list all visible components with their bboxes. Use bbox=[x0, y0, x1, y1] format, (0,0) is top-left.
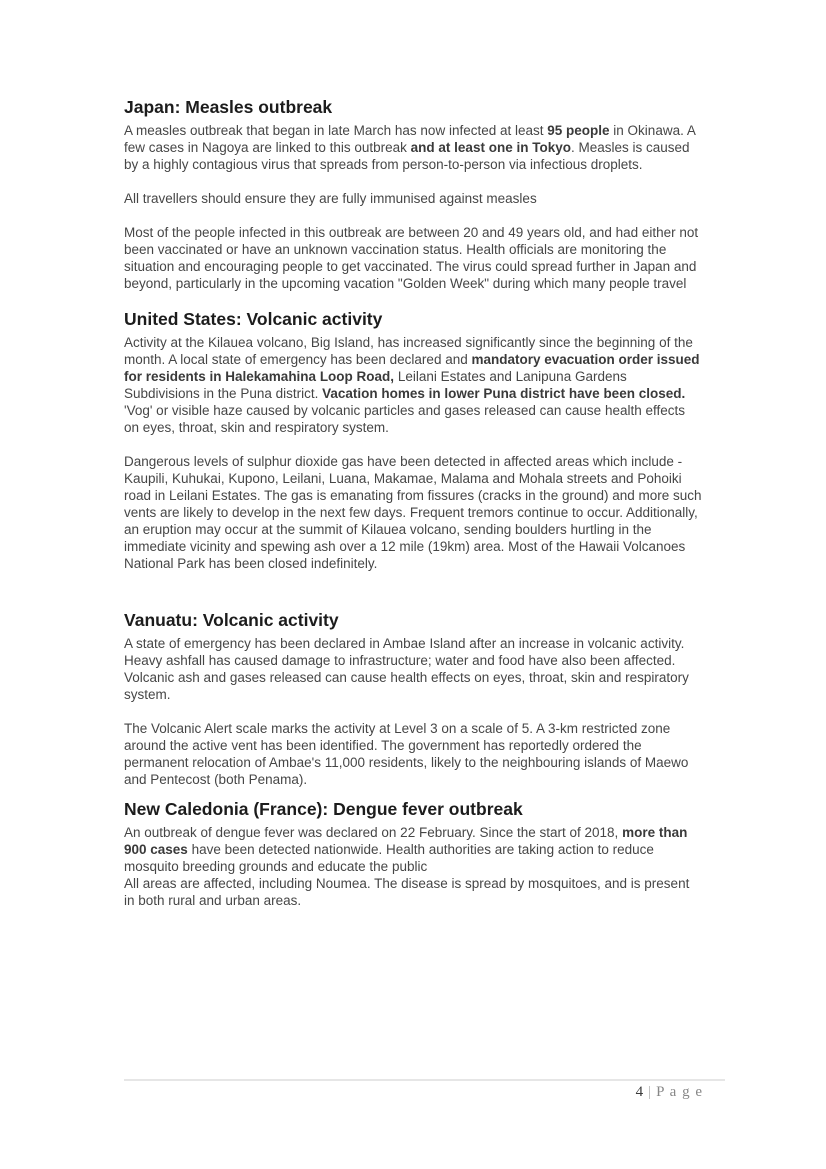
section-heading-vanuatu-volcanic: Vanuatu: Volcanic activity bbox=[124, 610, 339, 630]
paragraph: An outbreak of dengue fever was declared on 22 February. Since the start of 2018, more than 900 cases have been detected nationwide. Health authorities are taking action to reduce mosquito breeding grounds and educate the public All areas are affected, including Noumea. The disease is spread by mosquitoes, and is present in both rural and urban areas. bbox=[124, 825, 690, 908]
footer-separator: | bbox=[648, 1084, 652, 1100]
page-number: 4 bbox=[635, 1084, 644, 1100]
page-footer bbox=[124, 1079, 725, 1101]
paragraph: A measles outbreak that began in late March has now infected at least 95 people in Okinawa. A few cases in Nagoya are linked to this outbreak and at least one in Tokyo. Measles is caused by a highly contagious virus that spreads from person-to-person via infectious droplets. bbox=[124, 123, 696, 172]
paragraph: Activity at the Kilauea volcano, Big Island, has increased significantly since the beginning of the month. A local state of emergency has been declared and mandatory evacuation order issued for residents in Halekamahina Loop Road, Leilani Estates and Lanipuna Gardens Subdivisions in the Puna district. Vacation homes in lower Puna district have been closed. 'Vog' or visible haze caused by volcanic particles and gases released can cause health effects on eyes, throat, skin and respiratory system. bbox=[124, 335, 700, 435]
paragraph: The Volcanic Alert scale marks the activity at Level 3 on a scale of 5. A 3-km restricted zone around the active vent has been identified. The government has reportedly ordered the permanent relocation of Ambae's 11,000 residents, likely to the neighbouring islands of Maewo and Pentecost (both Penama). bbox=[124, 721, 689, 787]
footer-page-label: P a g e bbox=[656, 1084, 703, 1100]
paragraph: Dangerous levels of sulphur dioxide gas have been detected in affected areas which include - Kaupili, Kuhukai, Kupono, Leilani, Luana, Makamae, Malama and Mohala streets and Pohoiki road in Leilani Estates. The gas is emanating from fissures (cracks in the ground) and more such vents are likely to develop in the next few days. Frequent tremors continue to occur. Additionally, an eruption may occur at the summit of Kilauea volcano, sending boulders hurtling in the immediate vicinity and spewing ash over a 12 mile (19km) area. Most of the Hawaii Volcanoes National Park has been closed indefinitely. bbox=[124, 454, 702, 571]
section-heading-japan-measles: Japan: Measles outbreak bbox=[124, 97, 333, 117]
paragraph: Most of the people infected in this outbreak are between 20 and 49 years old, and had either not been vaccinated or have an unknown vaccination status. Health officials are monitoring the situation and encouraging people to get vaccinated. The virus could spread further in Japan and beyond, particularly in the upcoming vacation "Golden Week" during which many people travel bbox=[124, 225, 699, 291]
page-content bbox=[124, 97, 703, 926]
paragraph: All travellers should ensure they are fully immunised against measles bbox=[124, 191, 537, 206]
section-heading-new-caledonia-dengue: New Caledonia (France): Dengue fever outbreak bbox=[124, 799, 523, 819]
paragraph: A state of emergency has been declared in Ambae Island after an increase in volcanic activity. Heavy ashfall has caused damage to infrastructure; water and food have also been affected. Volcanic ash and gases released can cause health effects on eyes, throat, skin and respiratory system. bbox=[124, 636, 689, 702]
section-heading-us-volcanic: United States: Volcanic activity bbox=[124, 309, 383, 329]
